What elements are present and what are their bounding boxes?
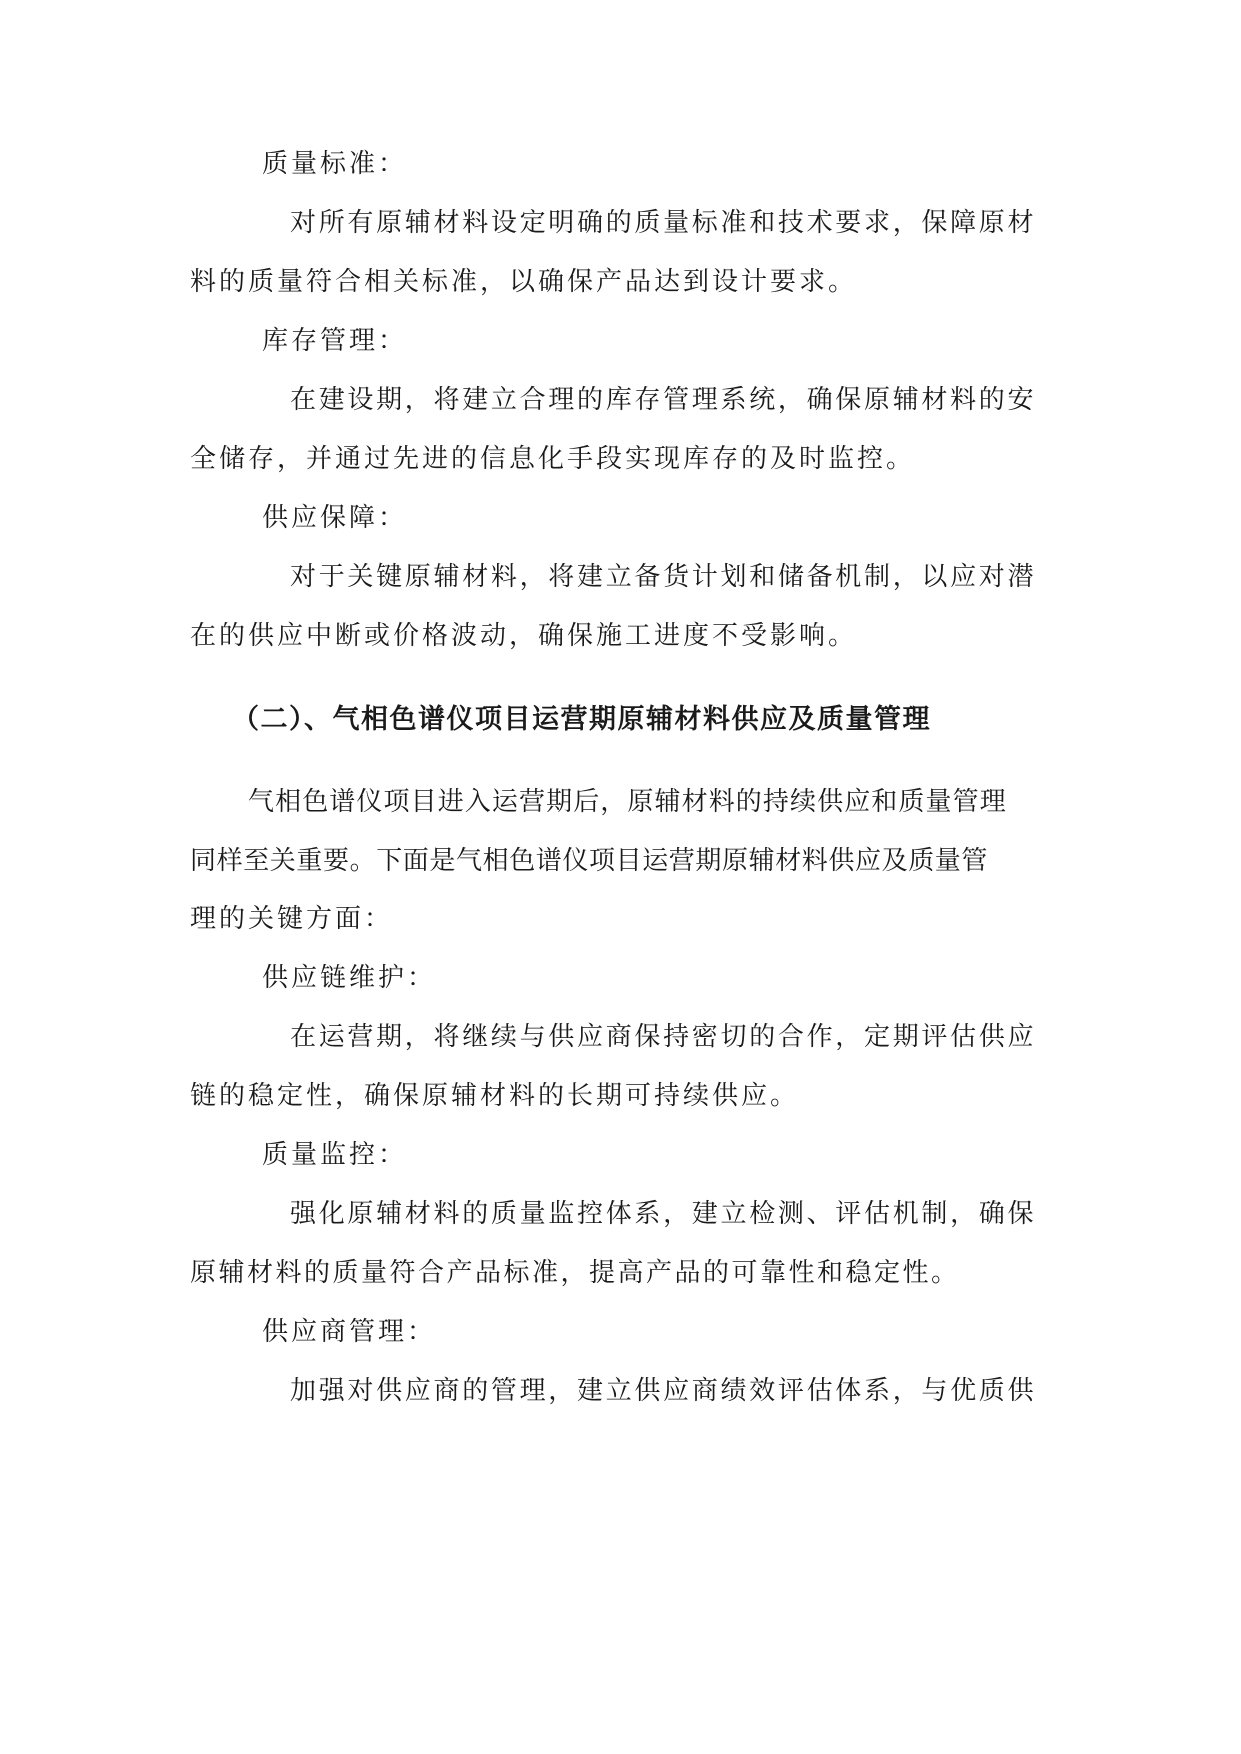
section-label: 质量标准： <box>262 149 408 179</box>
section-heading: （二）、气相色谱仪项目运营期原辅材料供应及质量管理 <box>232 704 931 735</box>
section-label: 库存管理： <box>262 326 408 356</box>
section-label: 供应保障： <box>262 503 408 533</box>
section-label: 质量监控： <box>262 1140 408 1170</box>
section-label: 供应商管理： <box>262 1317 437 1347</box>
paragraph-line: 原辅材料的质量符合产品标准，提高产品的可靠性和稳定性。 <box>190 1258 960 1288</box>
paragraph-line: 在建设期，将建立合理的库存管理系统，确保原辅材料的安 <box>290 385 1037 415</box>
paragraph-line: 对所有原辅材料设定明确的质量标准和技术要求，保障原材 <box>290 208 1037 238</box>
paragraph-line: 加强对供应商的管理，建立供应商绩效评估体系，与优质供 <box>290 1376 1037 1406</box>
paragraph-line: 在的供应中断或价格波动，确保施工进度不受影响。 <box>190 621 858 651</box>
paragraph-line: 在运营期，将继续与供应商保持密切的合作，定期评估供应 <box>290 1022 1037 1052</box>
paragraph-line: 对于关键原辅材料，将建立备货计划和储备机制，以应对潜 <box>290 562 1037 592</box>
paragraph-line: 料的质量符合相关标准，以确保产品达到设计要求。 <box>190 267 858 297</box>
paragraph-line: 全储存，并通过先进的信息化手段实现库存的及时监控。 <box>190 444 916 474</box>
paragraph-line: 强化原辅材料的质量监控体系，建立检测、评估机制，确保 <box>290 1199 1037 1229</box>
section-label: 供应链维护： <box>262 963 437 993</box>
paragraph-line: 气相色谱仪项目进入运营期后，原辅材料的持续供应和质量管理 <box>248 787 1007 817</box>
paragraph-line: 理的关键方面： <box>190 904 394 934</box>
paragraph-line: 链的稳定性，确保原辅材料的长期可持续供应。 <box>190 1081 800 1111</box>
paragraph-line: 同样至关重要。下面是气相色谱仪项目运营期原辅材料供应及质量管 <box>190 846 989 876</box>
